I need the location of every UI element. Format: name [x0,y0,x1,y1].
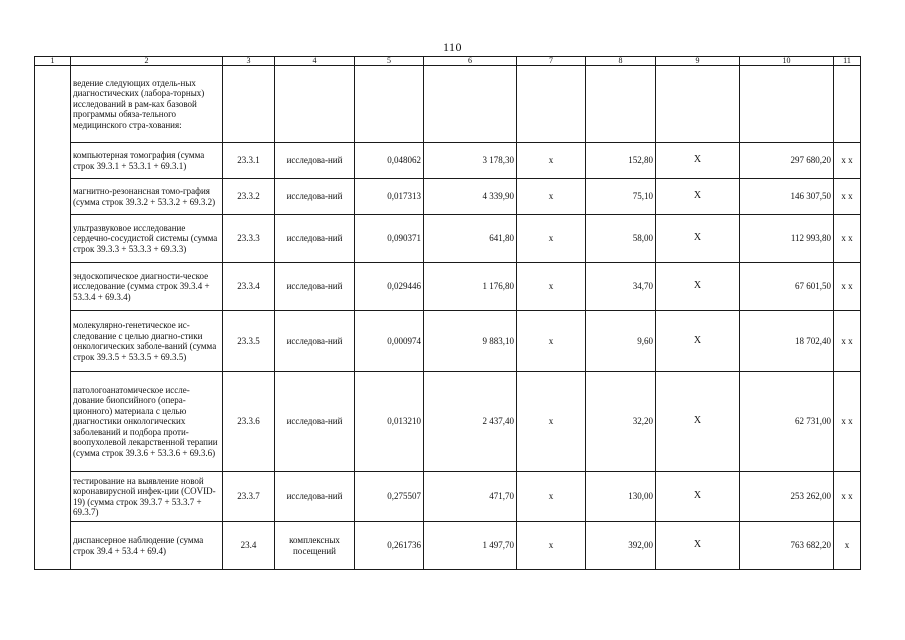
unit-cell: исследова-ний [275,372,355,472]
col11-cell: х х [834,179,861,215]
per-capita-cell [586,66,656,143]
column-number: 3 [223,57,275,66]
per-capita-cell: 75,10 [586,179,656,215]
row-code: 23.4 [223,522,275,570]
col7-cell: х [517,215,586,263]
col11-cell: х х [834,143,861,179]
per-capita-cell: 58,00 [586,215,656,263]
table-row [35,472,861,522]
row-code [223,66,275,143]
col9-cell: Х [656,179,740,215]
col9-cell: Х [656,372,740,472]
column-number: 8 [586,57,656,66]
table-row [35,143,861,179]
norm-cell: 0,013210 [355,372,424,472]
column-number: 1 [35,57,71,66]
col11-cell: х х [834,311,861,372]
col7-cell [517,66,586,143]
col9-cell: Х [656,311,740,372]
indicator-name: тестирование на выявление новой коронавирусной инфек-ции (COVID-19) (сумма строк 39.3.7 + 53.3.7 + 69.3.7) [71,472,223,522]
col7-cell: х [517,263,586,311]
column-number: 11 [834,57,861,66]
per-capita-cell: 34,70 [586,263,656,311]
col7-cell: х [517,522,586,570]
col9-cell: Х [656,215,740,263]
unit-cell: комплексных посещений [275,522,355,570]
cost-cell: 2 437,40 [424,372,517,472]
table-row [35,522,861,570]
cost-cell: 3 178,30 [424,143,517,179]
per-capita-cell: 152,80 [586,143,656,179]
norm-cell: 0,048062 [355,143,424,179]
total-cell: 62 731,00 [740,372,834,472]
unit-cell: исследова-ний [275,472,355,522]
per-capita-cell: 9,60 [586,311,656,372]
table-row [35,263,861,311]
col11-cell: х х [834,263,861,311]
cost-cell: 1 176,80 [424,263,517,311]
col7-cell: х [517,311,586,372]
col9-cell: Х [656,143,740,179]
col11-cell: х х [834,472,861,522]
unit-cell: исследова-ний [275,311,355,372]
indicator-name: диспансерное наблюдение (сумма строк 39.4 + 53.4 + 69.4) [71,522,223,570]
norm-cell: 0,000974 [355,311,424,372]
col7-cell: х [517,472,586,522]
col11-cell: х [834,522,861,570]
col9-cell: Х [656,472,740,522]
total-cell: 112 993,80 [740,215,834,263]
column-number: 5 [355,57,424,66]
table-row [35,311,861,372]
row-code: 23.3.4 [223,263,275,311]
row-code: 23.3.7 [223,472,275,522]
column-number: 7 [517,57,586,66]
indicator-name: ведение следующих отдель-ных диагностических (лабора-торных) исследований в рам-ках базовой программы обяза-тельного медицинского стра-хования: [71,66,223,143]
indicator-name: патологоанатомическое иссле-дование биопсийного (опера-ционного) материала с целью диагностики онкологических заболеваний и подбора проти-воопухолевой лекарственной терапии (сумма строк 39.3.6 + 53.3.6 + 69.3.6) [71,372,223,472]
cost-cell [424,66,517,143]
cost-cell: 4 339,90 [424,179,517,215]
total-cell: 253 262,00 [740,472,834,522]
col9-cell [656,66,740,143]
col7-cell: х [517,179,586,215]
col9-cell: Х [656,263,740,311]
data-table [34,56,861,570]
total-cell: 297 680,20 [740,143,834,179]
unit-cell: исследова-ний [275,215,355,263]
unit-cell: исследова-ний [275,179,355,215]
row-code: 23.3.6 [223,372,275,472]
norm-cell: 0,261736 [355,522,424,570]
cost-cell: 1 497,70 [424,522,517,570]
col11-cell [834,66,861,143]
norm-cell: 0,017313 [355,179,424,215]
indicator-name: компьютерная томография (сумма строк 39.3.1 + 53.3.1 + 69.3.1) [71,143,223,179]
table-row [35,372,861,472]
col9-cell: Х [656,522,740,570]
column-number: 2 [71,57,223,66]
norm-cell: 0,029446 [355,263,424,311]
total-cell: 18 702,40 [740,311,834,372]
table-row [35,179,861,215]
unit-cell: исследова-ний [275,143,355,179]
row-code: 23.3.3 [223,215,275,263]
row-number-cell [35,66,71,570]
cost-cell: 9 883,10 [424,311,517,372]
column-number: 4 [275,57,355,66]
total-cell [740,66,834,143]
indicator-name: эндоскопическое диагности-ческое исследование (сумма строк 39.3.4 + 53.3.4 + 69.3.4) [71,263,223,311]
col7-cell: х [517,372,586,472]
unit-cell: исследова-ний [275,263,355,311]
norm-cell: 0,275507 [355,472,424,522]
col7-cell: х [517,143,586,179]
table-row [35,66,861,143]
total-cell: 67 601,50 [740,263,834,311]
row-code: 23.3.2 [223,179,275,215]
column-number: 10 [740,57,834,66]
indicator-name: ультразвуковое исследование сердечно-сосудистой системы (сумма строк 39.3.3 + 53.3.3 + 69.3.3) [71,215,223,263]
per-capita-cell: 130,00 [586,472,656,522]
col11-cell: х х [834,215,861,263]
column-number: 9 [656,57,740,66]
total-cell: 146 307,50 [740,179,834,215]
cost-cell: 641,80 [424,215,517,263]
page-number: 110 [442,40,463,54]
total-cell: 763 682,20 [740,522,834,570]
norm-cell [355,66,424,143]
per-capita-cell: 32,20 [586,372,656,472]
column-number-row [35,57,861,66]
cost-cell: 471,70 [424,472,517,522]
indicator-name: молекулярно-генетическое ис-следование с целью диагно-стики онкологических заболе-ваний (сумма строк 39.3.5 + 53.3.5 + 69.3.5) [71,311,223,372]
unit-cell [275,66,355,143]
indicator-name: магнитно-резонансная томо-графия (сумма строк 39.3.2 + 53.3.2 + 69.3.2) [71,179,223,215]
row-code: 23.3.1 [223,143,275,179]
table-row [35,215,861,263]
col11-cell: х х [834,372,861,472]
column-number: 6 [424,57,517,66]
row-code: 23.3.5 [223,311,275,372]
norm-cell: 0,090371 [355,215,424,263]
per-capita-cell: 392,00 [586,522,656,570]
